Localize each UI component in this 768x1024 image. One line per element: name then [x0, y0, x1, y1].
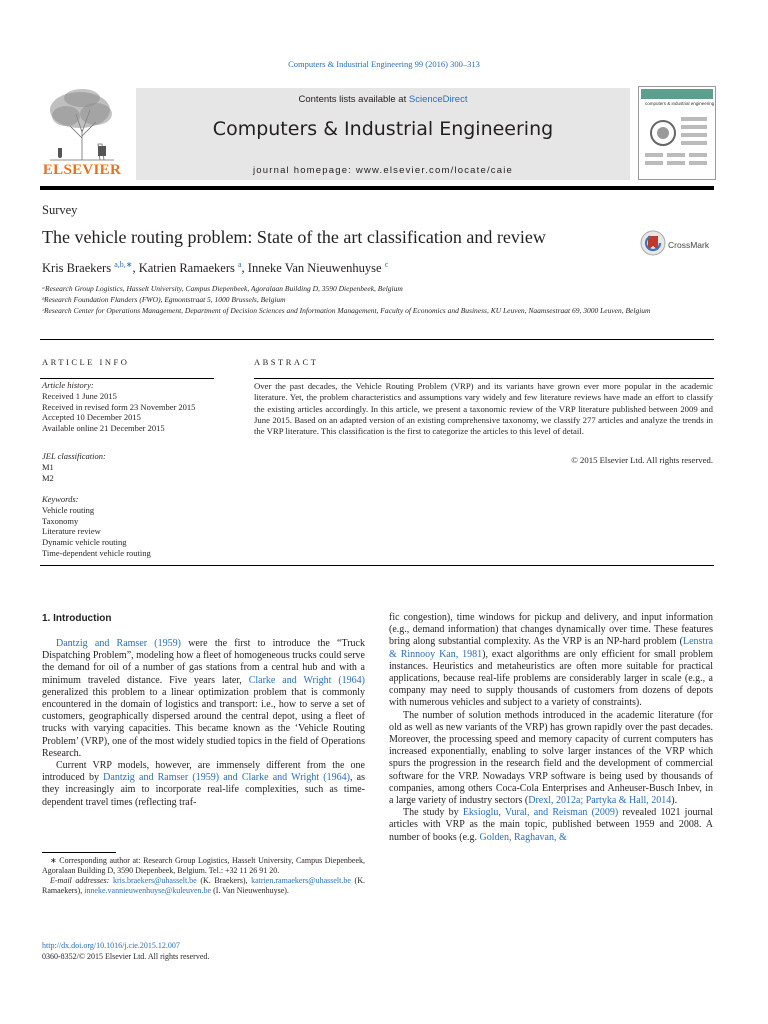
doi-link[interactable]: http://dx.doi.org/10.1016/j.cie.2015.12.007: [42, 941, 180, 950]
citation-link[interactable]: kris.braekers@uhasselt.be: [112, 876, 197, 885]
jel-classification: [42, 451, 212, 483]
article-history: [42, 380, 212, 434]
jel-label: JEL classification:: [42, 451, 106, 461]
sciencedirect-link[interactable]: ScienceDirect: [408, 94, 468, 105]
affiliation: ᵃResearch Group Logistics, Hasselt University, Campus Diepenbeek, Agoralaan Building D, 3590 Diepenbeek, Belgium: [42, 284, 403, 293]
author-list: Kris Braekers $^{a,b,∗}$, Katrien Ramaekers $^a$, Inneke Van Nieuwenhuyse $^c$: [42, 260, 389, 276]
article-type: Survey: [42, 203, 78, 217]
cover-image: [639, 87, 715, 179]
elsevier-tree-icon: [40, 86, 124, 162]
text-run: , as they increasingly aim to incorporate real-life complexities, such as time-dependent travel times (reflecting traf-: [42, 772, 365, 808]
affiliation: ᵇResearch Foundation Flanders (FWO), Egmontstraat 5, 1000 Brussels, Belgium: [42, 295, 286, 304]
history-item: Received 1 June 2015: [42, 390, 117, 401]
citation-link[interactable]: Clarke and Wright (1964): [248, 674, 365, 686]
crossmark-icon: [640, 230, 666, 256]
issn-copyright: 0360-8352/© 2015 Elsevier Ltd. All rights reserved.: [42, 952, 210, 961]
text-run: revealed 1021 journal articles with VRP as the main topic, published between 1959 and 2008. A number of books (e.g.: [389, 807, 714, 843]
author-name: Kris Braekers: [42, 261, 112, 276]
paper-title: The vehicle routing problem: State of the art classification and review: [42, 227, 546, 247]
keyword: Taxonomy: [42, 515, 79, 526]
keyword: Literature review: [42, 526, 101, 537]
jel-code: M1: [42, 461, 54, 472]
text-run: (K. Ramaekers),: [42, 876, 365, 895]
footnote: [42, 856, 365, 896]
paragraph: [389, 807, 713, 844]
paragraph: [389, 710, 713, 808]
abstract-text: Over the past decades, the Vehicle Routing Problem (VRP) and its variants have grown ever more popular in the academic literature. Yet, the problem characteristics and assumptions vary widely and few literature reviews have made an effort to classify the existing articles accordingly. In this article, we present a taxonomic review of the VRP literature published between 2009 and June 2015. Based on an adapted version of an existing comprehensive taxonomy, we classify 277 articles and analyze the trends in the VRP literature. This classification is the first to categorize the articles to this level of detail.: [254, 381, 713, 437]
text-run: The number of solution methods introduced in the academic literature (for old as well as new variants of the VRP) has grown rapidly over the past decades. Moreover, the processing speed and memory capacity of current computers has increased exponentially, enabling to solve larger instances of the VRP which spurs the progression in the research field and the development of commercial software for the VRP. Nowadays VRP software is being used by thousands of companies, among others Coca-Cola Enterprises and Anheuser-Busch Inbev, in a large variety of industry sectors (: [389, 709, 713, 807]
keyword: Vehicle routing: [42, 504, 95, 515]
contents-prefix: Contents lists available at: [298, 94, 409, 105]
body-column-right: [389, 612, 713, 844]
citation-link[interactable]: Dantzig and Ramser (1959): [56, 638, 181, 649]
text-run: generalized this problem to a linear optimization problem that is commonly encountered in the domain of logistics and transport: i.e., how to serve a set of customers, geographically dispersed around the central depot, using a fleet of trucks with varying capacities. This became known as the ‘Vehicle Routing Problem’ (VRP), one of the most widely studied topics in the field of Operations Research.: [42, 686, 365, 759]
citation-link[interactable]: Lenstra & Rinnooy Kan, 1981: [389, 636, 713, 660]
text-run: Current VRP models, however, are immensely different from the one introduced by: [42, 760, 365, 784]
text-run: were the first to introduce the “Truck Dispatching Problem”, modeling how a fleet of homogeneous trucks could serve the demand for oil of a number of gas stations from a central hub and with a minimum traveled distance. Five years later,: [42, 638, 365, 686]
citation-link[interactable]: katrien.ramaekers@uhasselt.be: [251, 876, 351, 885]
author-affiliation-marks[interactable]: a: [237, 260, 242, 269]
article-history-label: Article history:: [42, 380, 94, 390]
history-item: Accepted 10 December 2015: [42, 412, 141, 423]
text-run: (I. Van Nieuwenhuyse).: [211, 886, 289, 895]
body-column-left: [42, 638, 365, 809]
article-info-rule: [40, 378, 214, 379]
abstract-copyright: © 2015 Elsevier Ltd. All rights reserved.: [571, 455, 713, 465]
keyword: Time-dependent vehicle routing: [42, 547, 151, 558]
author-affiliation-marks[interactable]: a,b,∗: [114, 260, 133, 269]
author-name: Inneke Van Nieuwenhuyse: [247, 261, 382, 276]
abstract-end-rule: [40, 565, 714, 566]
crossmark-label[interactable]: CrossMark: [668, 240, 710, 250]
text-run: fic congestion), time windows for pickup and delivery, and input information (e.g., demand information) that changes dynamically over time. These features bring along substantial complexity. As the VRP is an NP-hard problem (: [389, 612, 713, 648]
section-heading: 1. Introduction: [42, 613, 112, 624]
jel-code: M2: [42, 472, 54, 483]
journal-cover-thumbnail: [638, 86, 716, 180]
email-label: E-mail addresses:: [50, 876, 113, 885]
keywords-label: Keywords:: [42, 494, 79, 504]
article-info-heading: ARTICLE INFO: [42, 357, 130, 367]
text-run: ), exact algorithms are only efficient for small problem instances. Heuristics and metaheuristics are often more suitable for practical applications, because real-life problems are considerably larger in scale (e.g., a company may need to supply thousands of customers from dozens of depots with numerous vehicles and subject to a variety of constraints).: [389, 648, 713, 709]
text-run: (K. Braekers),: [196, 876, 252, 885]
cover-title: computers & industrial engineering: [645, 101, 715, 106]
citation-link[interactable]: inneke.vannieuwenhuyse@kuleuven.be: [84, 886, 212, 895]
abstract-rule: [254, 378, 714, 379]
keyword: Dynamic vehicle routing: [42, 537, 127, 548]
paragraph: [42, 760, 365, 809]
author-affiliation-marks[interactable]: c: [384, 260, 389, 269]
email-addresses: [42, 876, 365, 896]
author-name: Katrien Ramaekers: [138, 261, 235, 276]
header-rule: [40, 186, 714, 190]
contents-line: [136, 94, 630, 105]
affiliation-rule: [40, 339, 714, 340]
journal-title: Computers & Industrial Engineering: [212, 118, 554, 140]
text-run: The study by: [403, 807, 463, 819]
footnote-rule: [42, 852, 116, 853]
citation-link[interactable]: Drexl, 2012a; Partyka & Hall, 2014: [528, 795, 672, 807]
elsevier-wordmark: ELSEVIER: [42, 162, 122, 178]
paragraph: [42, 638, 365, 760]
citation-link[interactable]: Golden, Raghavan, &: [479, 831, 567, 843]
citation-link[interactable]: Dantzig and Ramser (1959) and Clarke and Wright (1964): [103, 772, 350, 784]
paragraph: [389, 612, 713, 710]
citation-link[interactable]: Eksioglu, Vural, and Reisman (2009): [462, 807, 619, 819]
affiliation: ᶜResearch Center for Operations Management, Department of Decision Sciences and Information Management, Faculty of Economics and Business, KU Leuven, Naamsestraat 69, 3000 Leuven, Belgium: [42, 306, 651, 315]
text-run: ).: [671, 795, 678, 807]
history-item: Available online 21 December 2015: [42, 423, 165, 434]
history-item: Received in revised form 23 November 2015: [42, 401, 196, 412]
journal-reference-link[interactable]: Computers & Industrial Engineering 99 (2016) 300–313: [288, 59, 480, 69]
corresponding-author-note: ∗ Corresponding author at: Research Group Logistics, Hasselt University, Campus Diepenbeek, Agoralaan Building D, 3590 Diepenbeek, Belgium. Tel.: +32 11 26 91 20.: [42, 856, 365, 875]
keywords: [42, 494, 212, 559]
journal-masthead: [136, 88, 630, 180]
abstract-heading: ABSTRACT: [254, 357, 319, 367]
journal-homepage-link[interactable]: journal homepage: www.elsevier.com/locate/caie: [252, 165, 514, 176]
crossmark-button[interactable]: [640, 230, 666, 261]
